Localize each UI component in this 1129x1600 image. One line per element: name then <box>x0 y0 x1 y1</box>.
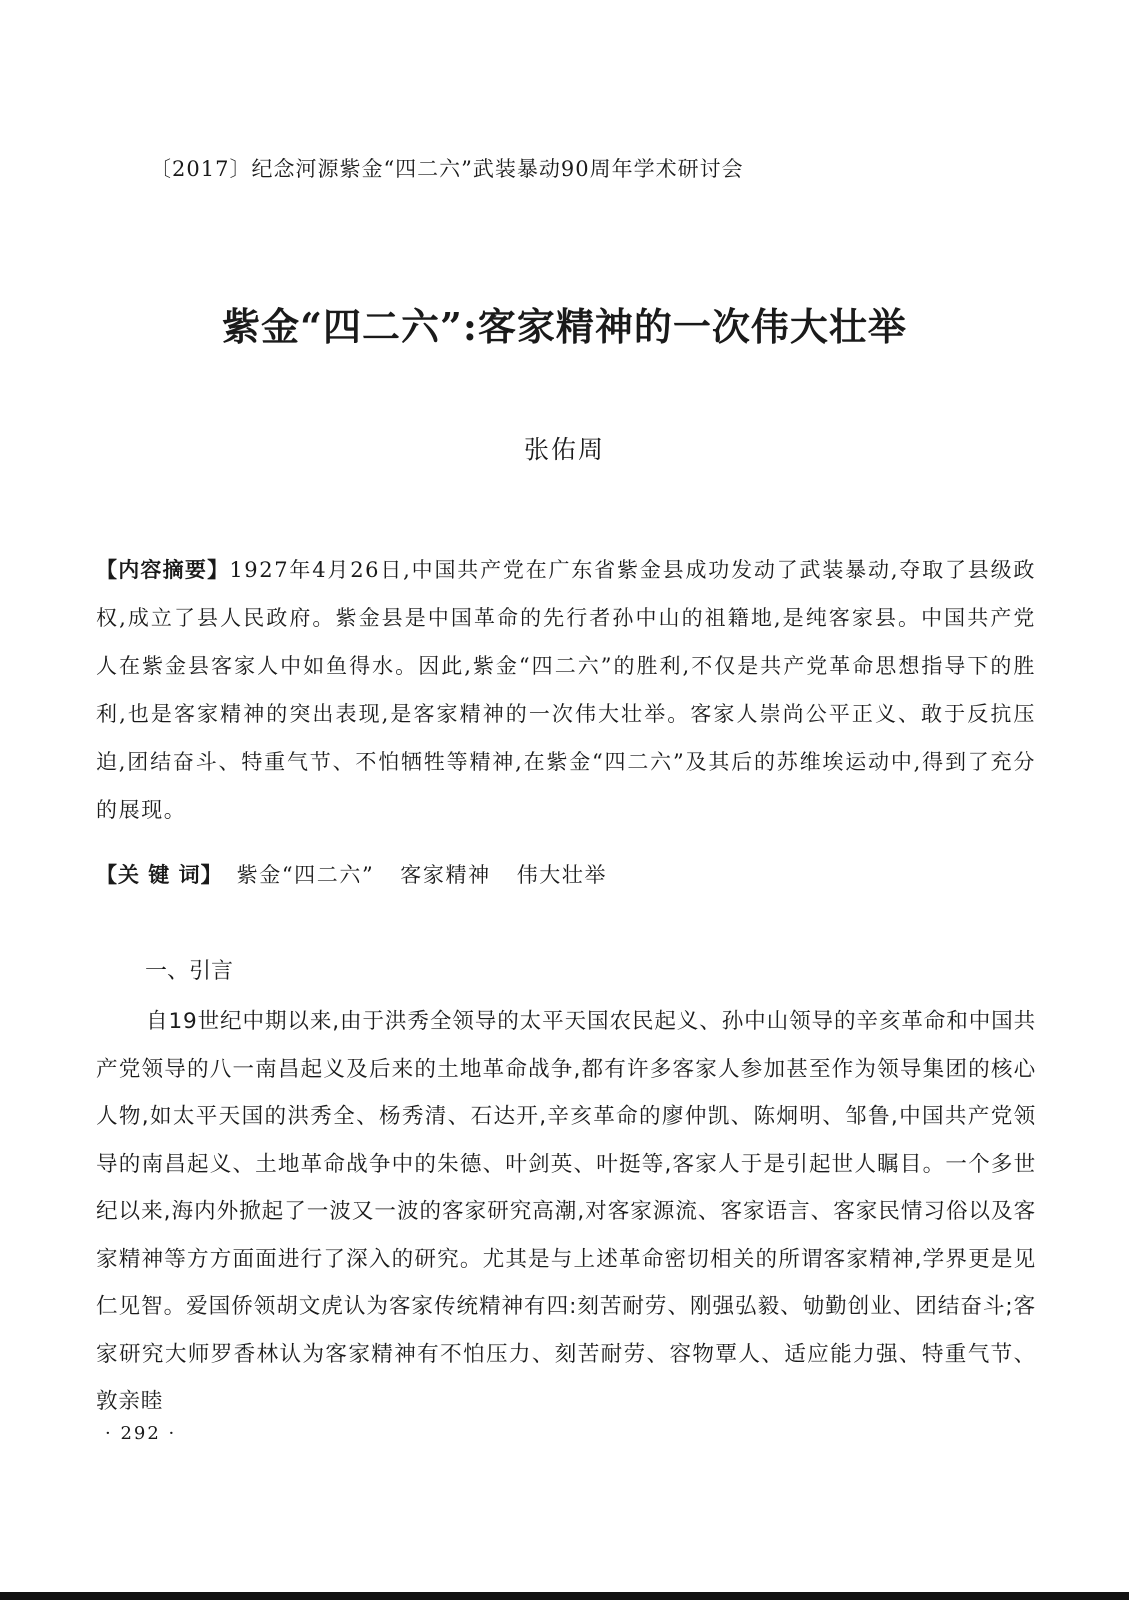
page-number: · 292 · <box>105 1423 177 1444</box>
scan-border <box>0 1592 1129 1600</box>
abstract-label: 【内容摘要】 <box>96 558 230 582</box>
keyword-item: 紫金“四二六” <box>236 863 375 887</box>
section-heading: 一、引言 <box>145 959 234 984</box>
keyword-item: 伟大壮举 <box>516 863 608 887</box>
keyword-item: 客家精神 <box>400 863 491 887</box>
keywords-block <box>96 859 1036 889</box>
abstract-block <box>96 546 1036 834</box>
article-title: 紫金“四二六”:客家精神的一次伟大壮举 <box>222 304 907 349</box>
article-author: 张佑周 <box>523 435 605 464</box>
running-header: 〔2017〕纪念河源紫金“四二六”武装暴动90周年学术研讨会 <box>150 157 744 181</box>
keywords-label: 【关 键 词】 <box>96 863 223 887</box>
abstract-text: 1927年4月26日,中国共产党在广东省紫金县成功发动了武装暴动,夺取了县级政权,成立了县人民政府。紫金县是中国革命的先行者孙中山的祖籍地,是纯客家县。中国共产党人在紫金县客家人中如鱼得水。因此,紫金“四二六”的胜利,不仅是共产党革命思想指导下的胜利,也是客家精神的突出表现,是客家精神的一次伟大壮举。客家人崇尚公平正义、敢于反抗压迫,团结奋斗、特重气节、不怕牺牲等精神,在紫金“四二六”及其后的苏维埃运动中,得到了充分的展现。 <box>96 558 1036 822</box>
body-paragraph: 自19世纪中期以来,由于洪秀全领导的太平天国农民起义、孙中山领导的辛亥革命和中国共产党领导的八一南昌起义及后来的土地革命战争,都有许多客家人参加甚至作为领导集团的核心人物,如太平天国的洪秀全、杨秀清、石达开,辛亥革命的廖仲凯、陈炯明、邹鲁,中国共产党领导的南昌起义、土地革命战争中的朱德、叶剑英、叶挺等,客家人于是引起世人瞩目。一个多世纪以来,海内外掀起了一波又一波的客家研究高潮,对客家源流、客家语言、客家民情习俗以及客家精神等方方面面进行了深入的研究。尤其是与上述革命密切相关的所谓客家精神,学界更是见仁见智。爱国侨领胡文虎认为客家传统精神有四:刻苦耐劳、刚强弘毅、劬勤创业、团结奋斗;客家研究大师罗香林认为客家精神有不怕压力、刻苦耐劳、容物覃人、适应能力强、特重气节、敦亲睦 <box>96 1009 1036 1414</box>
